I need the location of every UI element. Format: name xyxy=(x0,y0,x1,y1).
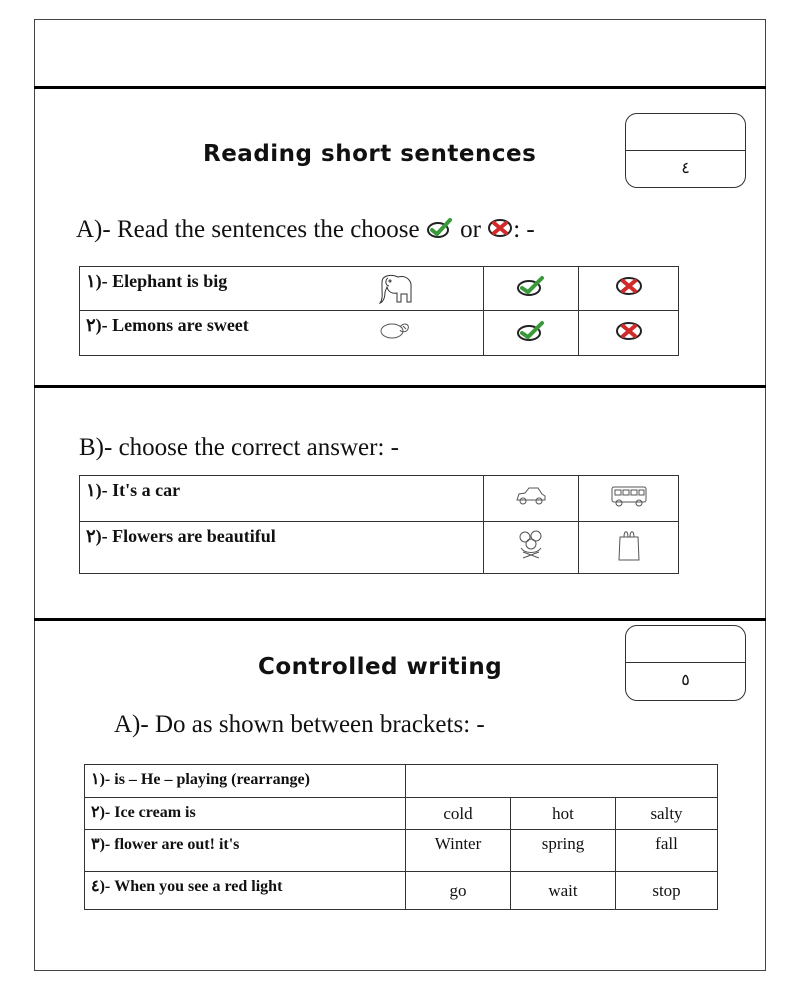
score-box-writing xyxy=(625,625,746,701)
table-row xyxy=(80,522,679,574)
table-row xyxy=(80,267,679,311)
answer-false-cell[interactable] xyxy=(579,311,679,356)
score-box-reading xyxy=(625,113,746,188)
table-row xyxy=(85,830,718,872)
option-cell[interactable]: fall xyxy=(616,830,718,872)
table-controlled-writing xyxy=(84,764,718,910)
question-number: ٣ xyxy=(91,836,100,853)
table-part-a xyxy=(79,266,679,356)
section-title-writing: Controlled writing xyxy=(258,654,503,680)
table-row xyxy=(80,311,679,356)
question-text xyxy=(85,872,405,896)
instruction-part-b: B)- choose the correct answer: - xyxy=(79,434,399,461)
instruction-suffix: : - xyxy=(513,216,535,243)
divider-top xyxy=(34,86,766,89)
option-cell[interactable]: wait xyxy=(511,872,616,910)
bus-icon xyxy=(609,483,649,509)
question-text xyxy=(80,476,483,501)
question-number: ٤ xyxy=(91,878,100,895)
option-cell[interactable]: Winter xyxy=(406,830,511,872)
divider-middle xyxy=(34,385,766,388)
check-icon xyxy=(516,320,546,342)
question-text xyxy=(85,765,405,789)
table-row xyxy=(80,476,679,522)
question-text xyxy=(80,267,483,292)
divider-bottom xyxy=(34,618,766,621)
question-number: ٢ xyxy=(91,804,100,821)
table-row xyxy=(85,798,718,830)
car-icon xyxy=(514,485,548,507)
question-number: ٢ xyxy=(86,526,96,546)
option-cell[interactable]: go xyxy=(406,872,511,910)
question-label: )- Elephant is big xyxy=(95,271,228,291)
bag-icon xyxy=(616,527,642,563)
question-number: ١ xyxy=(86,480,96,500)
option-cell[interactable]: cold xyxy=(406,798,511,830)
instruction-text: A)- Read the sentences the choose xyxy=(76,216,420,243)
option-cell[interactable] xyxy=(579,522,679,574)
answer-true-cell[interactable] xyxy=(484,311,579,356)
question-label: )- When you see a red light xyxy=(99,878,283,895)
check-icon xyxy=(516,275,546,297)
question-label: )- Ice cream is xyxy=(99,804,196,821)
answer-field[interactable] xyxy=(406,765,718,798)
score-value: ٤ xyxy=(681,160,690,177)
answer-false-cell[interactable] xyxy=(579,267,679,311)
cross-icon xyxy=(487,217,513,245)
instruction-or: or xyxy=(460,216,481,243)
score-value: ٥ xyxy=(681,672,690,689)
question-text xyxy=(80,522,483,547)
table-part-b xyxy=(79,475,679,574)
question-number: ١ xyxy=(86,271,96,291)
question-text xyxy=(85,830,405,854)
option-cell[interactable]: salty xyxy=(616,798,718,830)
score-divider xyxy=(626,150,745,151)
question-label: )- Lemons are sweet xyxy=(95,315,249,335)
question-text xyxy=(85,798,405,822)
question-label: )- Flowers are beautiful xyxy=(95,526,276,546)
option-cell[interactable]: hot xyxy=(511,798,616,830)
question-label: )- It's a car xyxy=(95,480,181,500)
table-row xyxy=(85,872,718,910)
question-label: )- is – He – playing (rearrange) xyxy=(99,771,310,788)
table-row xyxy=(85,765,718,798)
question-number: ٢ xyxy=(86,315,96,335)
question-label: )- flower are out! it's xyxy=(99,836,240,853)
answer-true-cell[interactable] xyxy=(484,267,579,311)
instruction-part-a xyxy=(76,216,535,246)
option-cell[interactable]: stop xyxy=(616,872,718,910)
check-icon xyxy=(426,217,454,246)
flowers-icon xyxy=(515,528,547,562)
section-title-reading: Reading short sentences xyxy=(203,141,537,167)
option-cell[interactable] xyxy=(579,476,679,522)
question-text xyxy=(80,311,483,336)
lemon-icon xyxy=(378,319,412,346)
score-divider xyxy=(626,662,745,663)
question-number: ١ xyxy=(91,771,100,788)
elephant-icon xyxy=(376,272,416,311)
cross-icon xyxy=(615,276,643,296)
option-cell[interactable] xyxy=(484,476,579,522)
cross-icon xyxy=(615,321,643,341)
option-cell[interactable]: spring xyxy=(511,830,616,872)
option-cell[interactable] xyxy=(484,522,579,574)
instruction-controlled-writing: A)- Do as shown between brackets: - xyxy=(114,711,485,738)
